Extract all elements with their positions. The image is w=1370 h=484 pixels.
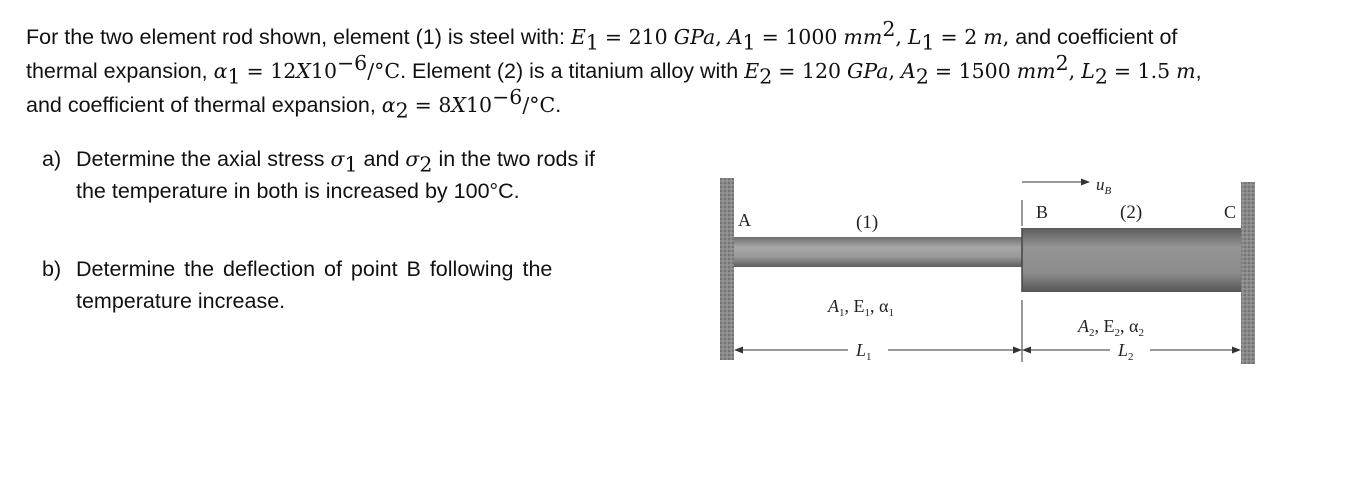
element-2-label: (2) bbox=[1120, 202, 1143, 223]
part-b-text-2: temperature increase. bbox=[76, 289, 286, 313]
length-2-label: $L_2$ bbox=[1118, 340, 1134, 363]
length-1-label: $L_1$ bbox=[856, 340, 872, 363]
part-b-text: Determine the deflection of point B following the bbox=[76, 257, 553, 281]
point-c-label: C bbox=[1224, 202, 1237, 222]
problem-statement bbox=[26, 16, 1356, 123]
part-a-text: in the two rods if bbox=[438, 147, 595, 171]
problem-text: thermal expansion, bbox=[26, 59, 214, 83]
left-wall bbox=[720, 178, 734, 360]
part-a-text-2: the temperature in both is increased by 100°C. bbox=[76, 179, 520, 203]
properties-2-label: $A_2$, $E_2$, $\alpha_2$ bbox=[1078, 316, 1144, 339]
right-wall bbox=[1241, 182, 1255, 364]
problem-intro: For the two element rod shown, element (1) is steel with: bbox=[26, 25, 571, 49]
properties-1-label: $A_1$, $E_1$, $\alpha_1$ bbox=[828, 296, 894, 319]
part-a: a) Determine the axial stress $\sigma_1$ and $\sigma_2$ in the two rods if the temperature in both is increased by 100°C. bbox=[42, 143, 662, 207]
problem-line-1: For the two element rod shown, element (1) is steel with: $E_1 = 210$ GPa, $A_1 = 1000$ $mm^2$, $L_1 = 2$ m, and coefficient of bbox=[26, 16, 1178, 55]
element-1-label: (1) bbox=[856, 212, 879, 233]
part-a-text: Determine the axial stress bbox=[76, 147, 331, 171]
problem-line-3: and coefficient of thermal expansion, $\alpha_2 = 8X10^{-6}/^\circ C$. bbox=[26, 84, 562, 123]
problem-text: . Element (2) is a titanium alloy with bbox=[400, 59, 745, 83]
displacement-label: $u_B$ bbox=[1096, 175, 1112, 197]
part-b bbox=[42, 253, 662, 317]
punctuation: . bbox=[555, 93, 562, 117]
part-a-label: a) bbox=[42, 147, 62, 171]
problem-line-2: thermal expansion, $\alpha_1 = 12X10^{-6}/^\circ C$. Element (2) is a titanium alloy with $E_2 = 120$ GPa, $A_2 = 1500$ $mm^2$, $L_2 = 1.5$ m, bbox=[26, 50, 1202, 89]
part-b-label: b) bbox=[42, 257, 62, 281]
rod-diagram bbox=[712, 150, 1257, 375]
point-a-label: A bbox=[738, 210, 751, 230]
part-a-text: and bbox=[363, 147, 400, 171]
rod-element-1 bbox=[734, 237, 1022, 267]
point-b-label: B bbox=[1036, 202, 1049, 222]
problem-text: and coefficient of bbox=[1015, 25, 1178, 49]
punctuation: , bbox=[1195, 59, 1202, 83]
rod-element-2 bbox=[1022, 228, 1241, 292]
problem-text: and coefficient of thermal expansion, bbox=[26, 93, 382, 117]
